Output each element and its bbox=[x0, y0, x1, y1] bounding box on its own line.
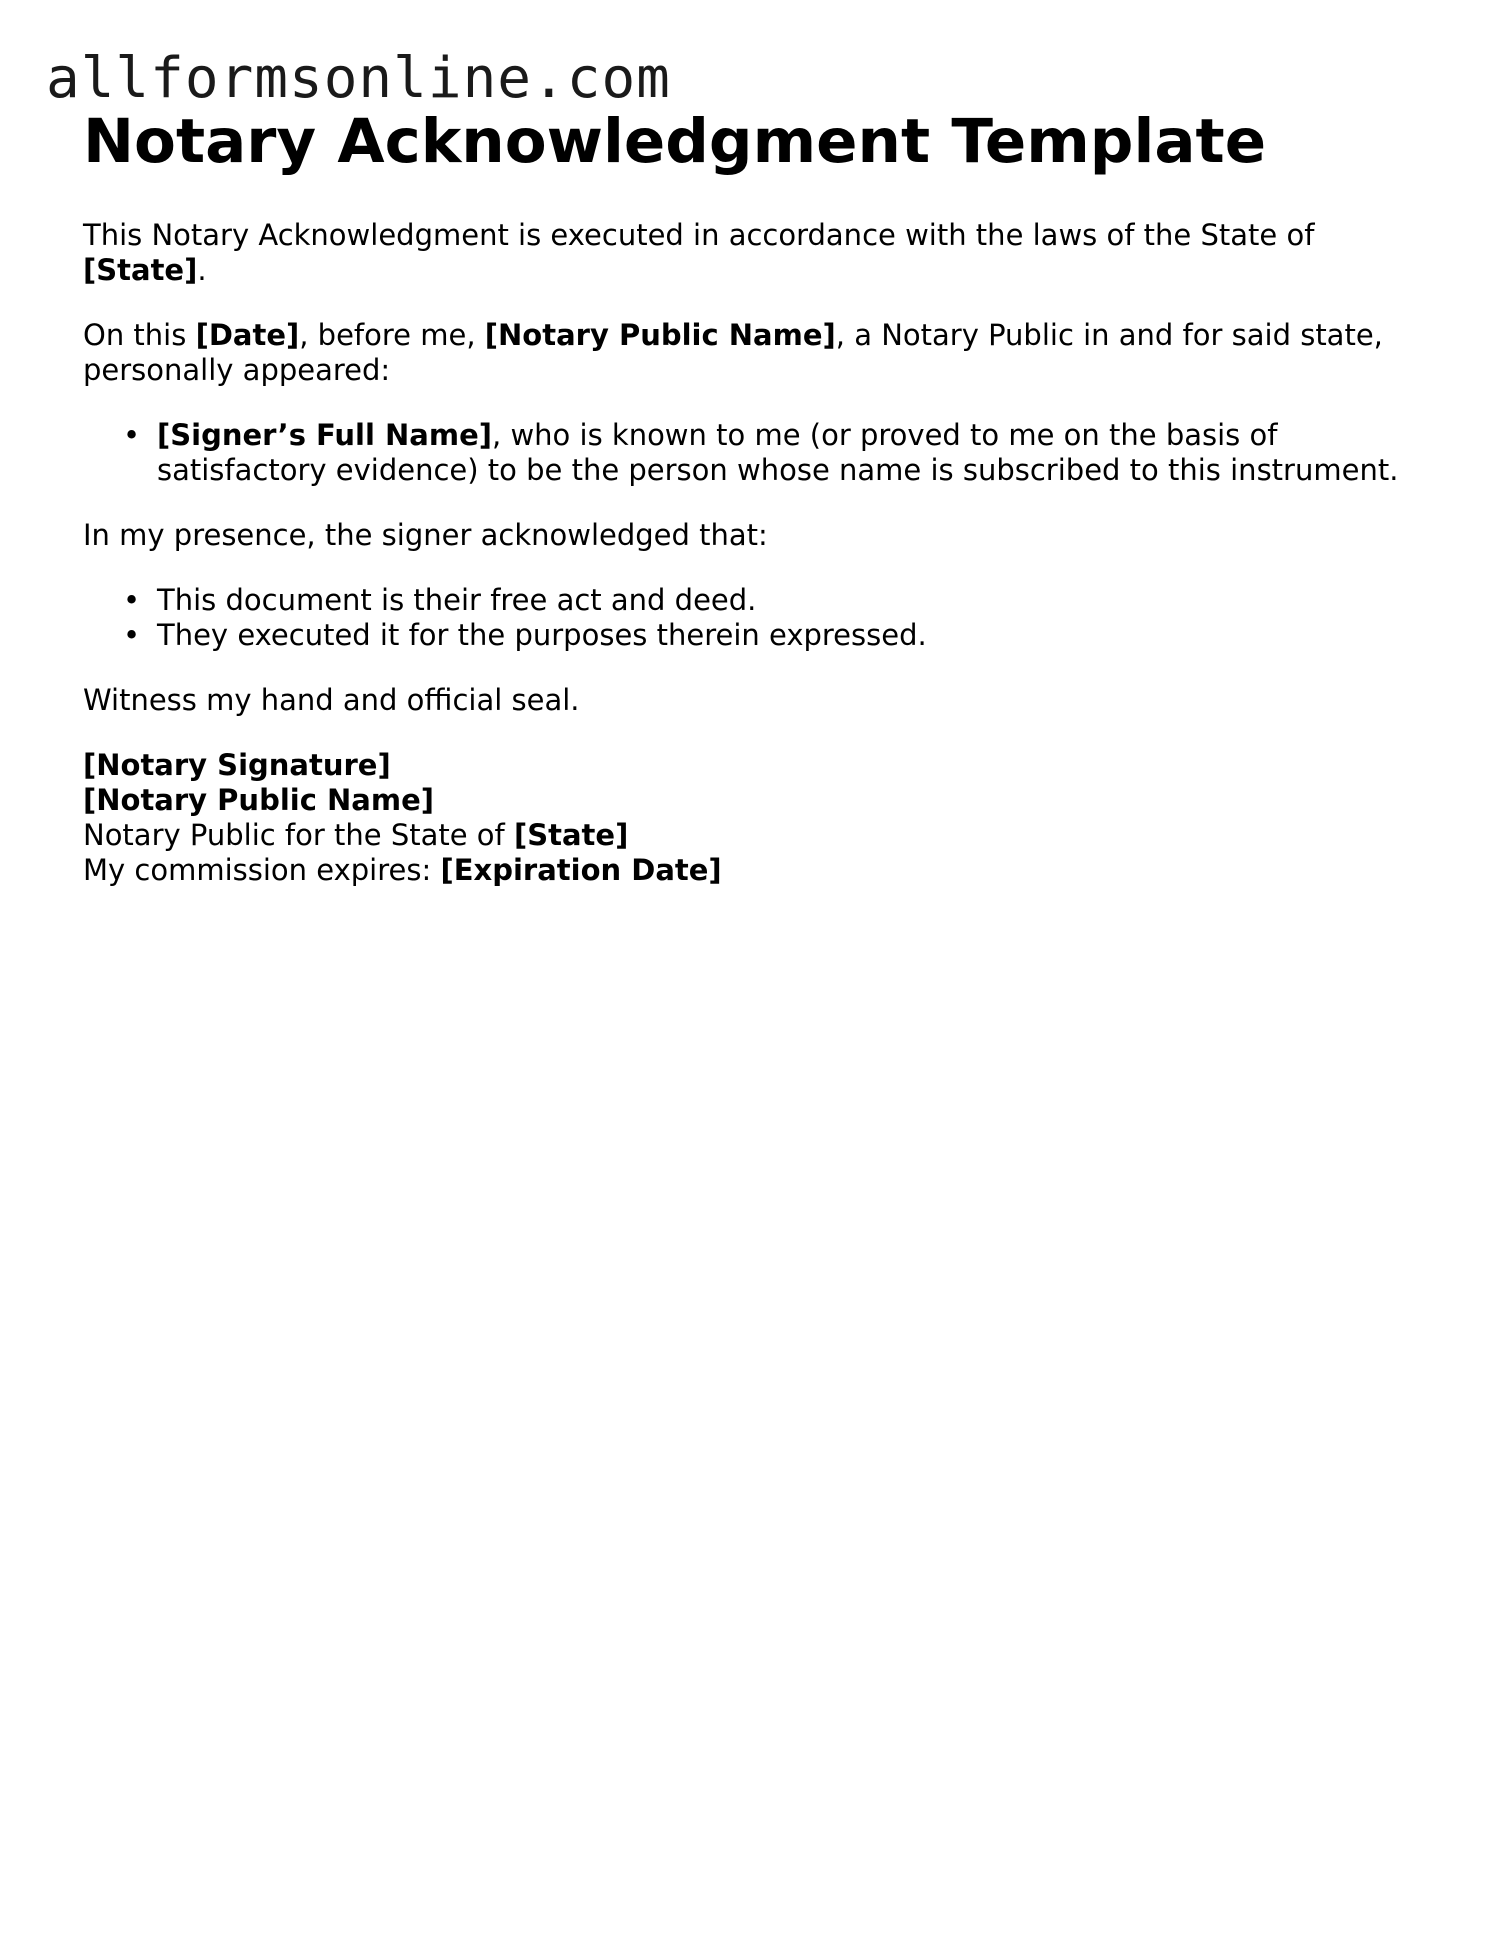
site-watermark: allformsonline.com bbox=[46, 46, 671, 111]
state-line bbox=[83, 818, 1443, 853]
expiration-line bbox=[83, 853, 1443, 888]
state-line-prefix: Notary Public for the State of bbox=[83, 818, 505, 852]
list-item bbox=[123, 418, 1443, 488]
intro-end: . bbox=[197, 253, 207, 287]
document-body bbox=[83, 104, 1443, 888]
acknowledgment-text: They executed it for the purposes therein expressed. bbox=[157, 618, 927, 652]
notary-name-placeholder: [Notary Public Name] bbox=[83, 783, 434, 817]
signature-line bbox=[83, 748, 1443, 783]
witness-paragraph: Witness my hand and official seal. bbox=[83, 683, 580, 717]
state-placeholder: [State] bbox=[83, 253, 198, 287]
appearance-suffix: , a Notary Public in and for said state, personally appeared: bbox=[83, 318, 1383, 387]
acknowledgment-text: This document is their free act and deed. bbox=[157, 583, 757, 617]
bullet-icon: • bbox=[123, 583, 141, 617]
presence-paragraph: In my presence, the signer acknowledged that: bbox=[83, 518, 768, 552]
intro-paragraph bbox=[83, 218, 1443, 288]
signer-list bbox=[83, 418, 1443, 488]
state-placeholder: [State] bbox=[513, 818, 629, 852]
expiration-date-placeholder: [Expiration Date] bbox=[440, 853, 722, 887]
list-item bbox=[123, 618, 1443, 653]
signer-name-placeholder: [Signer’s Full Name] bbox=[157, 418, 493, 452]
intro-text: This Notary Acknowledgment is executed in accordance with the laws of the State of bbox=[83, 218, 1315, 252]
notary-name-placeholder: [Notary Public Name] bbox=[484, 318, 836, 352]
appearance-prefix: On this bbox=[83, 318, 187, 352]
list-item bbox=[123, 583, 1443, 618]
bullet-icon: • bbox=[123, 618, 141, 652]
appearance-middle: , before me, bbox=[299, 318, 476, 352]
acknowledgment-list bbox=[83, 583, 1443, 653]
name-line bbox=[83, 783, 1443, 818]
appearance-paragraph bbox=[83, 318, 1443, 388]
page-title: Notary Acknowledgment Template bbox=[83, 106, 1267, 177]
signature-block bbox=[83, 748, 1443, 888]
signer-text: , who is known to me (or proved to me on the basis of satisfactory evidence) to be the person whose name is subscribed to this instrument. bbox=[157, 418, 1399, 487]
bullet-icon: • bbox=[123, 418, 141, 452]
notary-signature-placeholder: [Notary Signature] bbox=[83, 748, 391, 782]
expiration-prefix: My commission expires: bbox=[83, 853, 432, 887]
date-placeholder: [Date] bbox=[195, 318, 300, 352]
